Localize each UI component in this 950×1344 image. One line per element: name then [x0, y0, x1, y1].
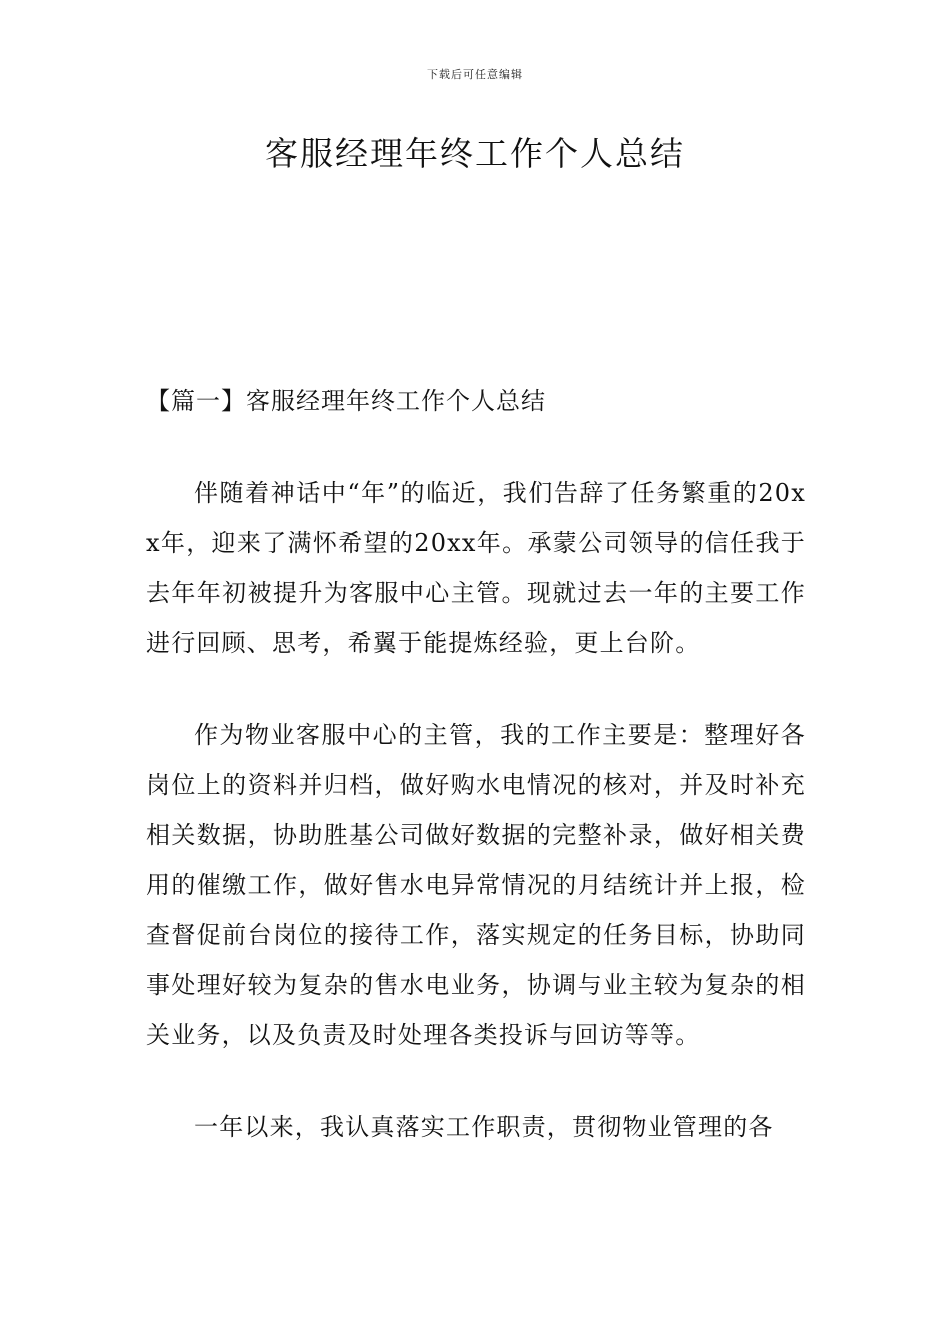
paragraph-1: 伴随着神话中“年”的临近，我们告辞了任务繁重的20xx年，迎来了满怀希望的20xx年。承蒙公司领导的信任我于去年年初被提升为客服中心主管。现就过去一年的主要工作进行回顾、思考，希翼于能提炼经验，更上台阶。 — [146, 479, 806, 657]
document-title: 客服经理年终工作个人总结 — [265, 134, 685, 173]
section-heading: 【篇一】客服经理年终工作个人总结 — [146, 387, 546, 415]
document-body — [146, 376, 806, 1194]
header-note: 下载后可任意编辑 — [427, 68, 523, 81]
paragraph-3: 一年以来，我认真落实工作职责，贯彻物业管理的各 — [194, 1113, 774, 1141]
paragraph-2: 作为物业客服中心的主管，我的工作主要是：整理好各岗位上的资料并归档，做好购水电情况的核对，并及时补充相关数据，协助胜基公司做好数据的完整补录，做好相关费用的催缴工作，做好售水电异常情况的月结统计并上报，检查督促前台岗位的接待工作，落实规定的任务目标，协助同事处理好较为复杂的售水电业务，协调与业主较为复杂的相关业务，以及负责及时处理各类投诉与回访等等。 — [146, 721, 806, 1049]
